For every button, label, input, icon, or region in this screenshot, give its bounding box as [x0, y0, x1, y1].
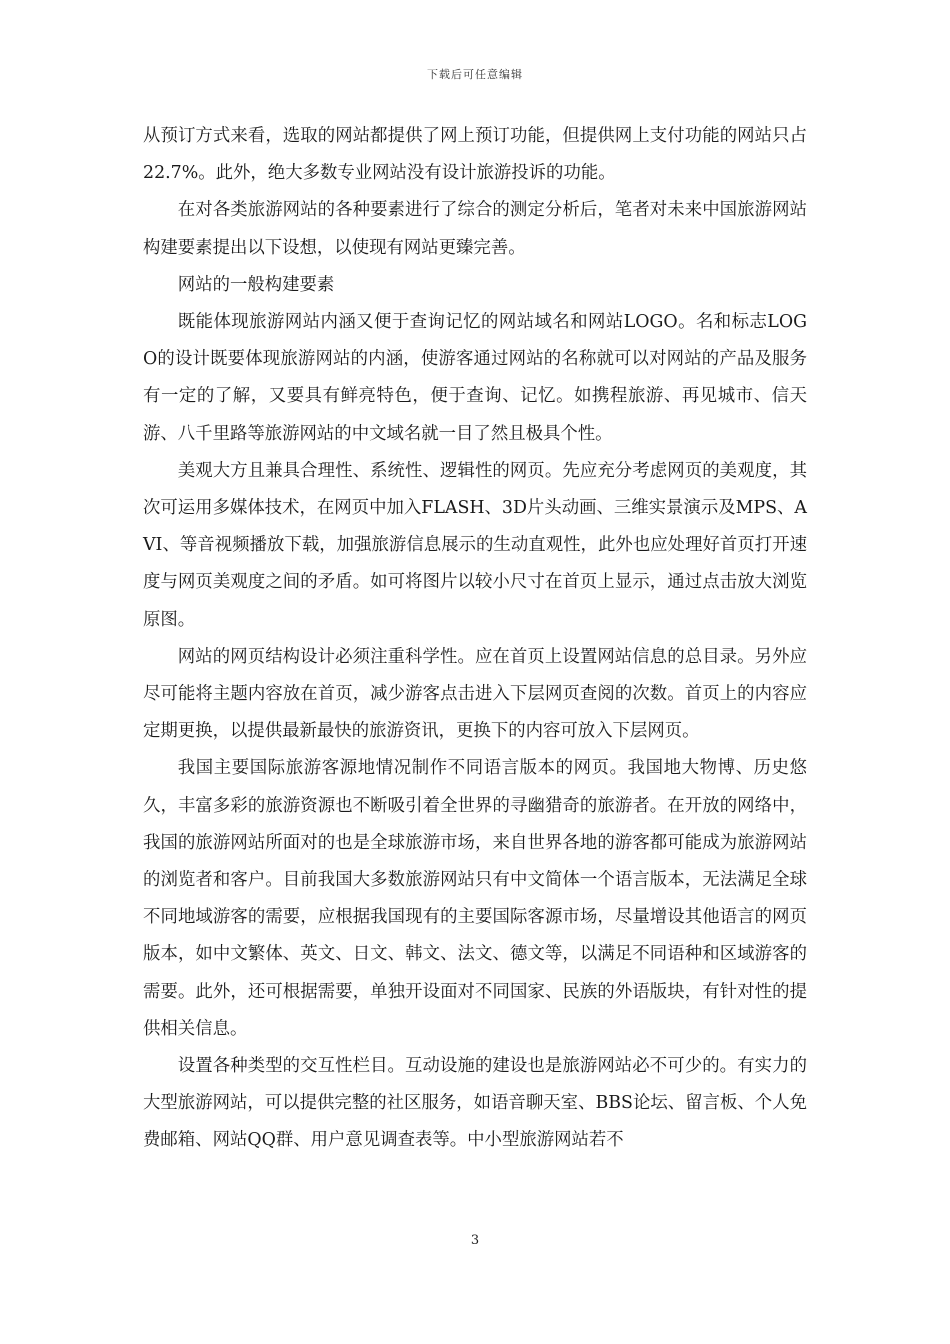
page-number: 3	[470, 1233, 480, 1248]
page-header: 下载后可任意编辑	[427, 68, 523, 81]
section-heading: 网站的一般构建要素	[177, 274, 335, 295]
paragraph: 设置各种类型的交互性栏目。互动设施的建设也是旅游网站必不可少的。有实力的大型旅游网站，可以提供完整的社区服务，如语音聊天室、BBS论坛、留言板、个人免费邮箱、网站QQ群、用户意见调查表等。中小型旅游网站若不	[143, 1056, 807, 1151]
paragraph: 网站的网页结构设计必须注重科学性。应在首页上设置网站信息的总目录。另外应尽可能将主题内容放在首页，减少游客点击进入下层网页查阅的次数。首页上的内容应定期更换，以提供最新最快的旅游资讯，更换下的内容可放入下层网页。	[143, 646, 807, 742]
paragraph: 我国主要国际旅游客源地情况制作不同语言版本的网页。我国地大物博、历史悠久，丰富多彩的旅游资源也不断吸引着全世界的寻幽猎奇的旅游者。在开放的网络中，我国的旅游网站所面对的也是全球旅游市场，来自世界各地的游客都可能成为旅游网站的浏览者和客户。目前我国大多数旅游网站只有中文简体一个语言版本，无法满足全球不同地域游客的需要，应根据我国现有的主要国际客源市场，尽量增设其他语言的网页版本，如中文繁体、英文、日文、韩文、法文、德文等，以满足不同语种和区域游客的需要。此外，还可根据需要，单独开设面对不同国家、民族的外语版块，有针对性的提供相关信息。	[143, 758, 807, 1039]
paragraph: 从预订方式来看，选取的网站都提供了网上预订功能，但提供网上支付功能的网站只占22.7%。此外，绝大多数专业网站没有设计旅游投诉的功能。	[143, 126, 807, 184]
paragraph: 美观大方且兼具合理性、系统性、逻辑性的网页。先应充分考虑网页的美观度，其次可运用多媒体技术，在网页中加入FLASH、3D片头动画、三维实景演示及MPS、AVI、等音视频播放下载，加强旅游信息展示的生动直观性，此外也应处理好首页打开速度与网页美观度之间的矛盾。如可将图片以较小尺寸在首页上显示，通过点击放大浏览原图。	[143, 460, 807, 630]
paragraph: 在对各类旅游网站的各种要素进行了综合的测定分析后，笔者对未来中国旅游网站构建要素提出以下设想，以使现有网站更臻完善。	[143, 200, 807, 258]
document-body	[143, 118, 807, 1160]
paragraph: 既能体现旅游网站内涵又便于查询记忆的网站域名和网站LOGO。名和标志LOGO的设计既要体现旅游网站的内涵，使游客通过网站的名称就可以对网站的产品及服务有一定的了解，又要具有鲜亮特色，便于查询、记忆。如携程旅游、再见城市、信天游、八千里路等旅游网站的中文域名就一目了然且极具个性。	[143, 312, 807, 444]
